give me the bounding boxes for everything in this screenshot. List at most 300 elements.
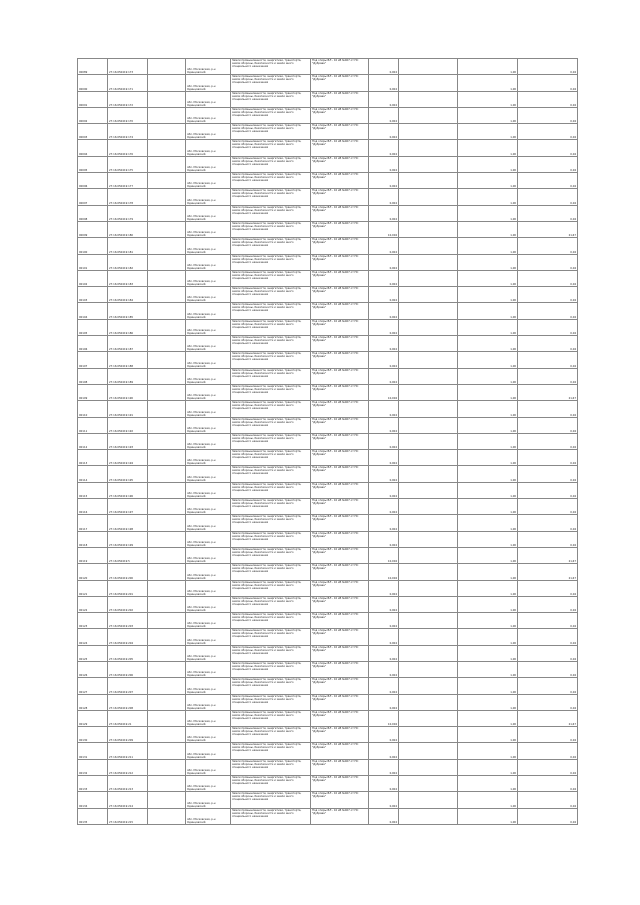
area-cell: 0,004 (369, 727, 399, 743)
row-number-cell: 00125 (78, 645, 108, 661)
amount-cell: 0,04 (518, 352, 578, 368)
address-cell: обл. Московская, р-н Одинцовский (186, 531, 231, 547)
amount-cell: 0,04 (518, 287, 578, 303)
empty-cell (399, 499, 458, 515)
empty-cell (399, 173, 458, 189)
row-number-cell: 00115 (78, 482, 108, 498)
area-cell: 0,004 (369, 189, 399, 205)
address-cell: обл. Московская, р-н Одинцовский (186, 75, 231, 91)
empty-cell (148, 254, 186, 270)
address-cell: обл. Московская, р-н Одинцовский (186, 384, 231, 400)
address-cell: обл. Московская, р-н Одинцовский (186, 107, 231, 123)
land-category-cell: Земли промышленности, энергетики, транспорта, земли обороны, безопасности и земли иного специального назначения (231, 694, 311, 710)
empty-cell (148, 531, 186, 547)
rate-cell: 1,00 (458, 678, 518, 694)
permitted-use-cell: Под опоры ВЛ - 10 кВ №407 от ПС "Дубрава" (311, 417, 369, 433)
address-cell: обл. Московская, р-н Одинцовский (186, 336, 231, 352)
cadastral-number-cell: 27:16:050419:184 (108, 287, 148, 303)
cadastral-number-cell: 27:16:050419:186 (108, 319, 148, 335)
address-cell: обл. Московская, р-н Одинцовский (186, 287, 231, 303)
land-category-cell: Земли промышленности, энергетики, транспорта, земли обороны, безопасности и земли иного специального назначения (231, 515, 311, 531)
empty-cell (399, 531, 458, 547)
rate-cell: 1,00 (458, 173, 518, 189)
area-cell: 0,004 (369, 515, 399, 531)
area-cell: 0,004 (369, 694, 399, 710)
area-cell: 10,004 (369, 384, 399, 400)
address-cell: обл. Московская, р-н Одинцовский (186, 59, 231, 75)
rate-cell: 1,00 (458, 75, 518, 91)
table-row (78, 417, 578, 433)
amount-cell: 0,04 (518, 515, 578, 531)
amount-cell: 0,04 (518, 450, 578, 466)
rate-cell: 1,00 (458, 417, 518, 433)
table-row (78, 173, 578, 189)
area-cell: 0,004 (369, 792, 399, 808)
amount-cell: 0,04 (518, 254, 578, 270)
area-cell: 0,004 (369, 270, 399, 286)
land-category-cell: Земли промышленности, энергетики, транспорта, земли обороны, безопасности и земли иного специального назначения (231, 59, 311, 75)
empty-cell (399, 287, 458, 303)
empty-cell (399, 107, 458, 123)
table-row (78, 776, 578, 792)
permitted-use-cell: Под опоры ВЛ - 10 кВ №407 от ПС "Дубрава" (311, 629, 369, 645)
permitted-use-cell: Под опоры ВЛ - 10 кВ №407 от ПС "Дубрава" (311, 221, 369, 237)
address-cell: обл. Московская, р-н Одинцовский (186, 91, 231, 107)
empty-cell (148, 710, 186, 726)
table-body (78, 59, 578, 825)
permitted-use-cell: Под опоры ВЛ - 10 кВ №407 от ПС "Дубрава" (311, 694, 369, 710)
registry-sheet (77, 58, 577, 825)
address-cell: обл. Московская, р-н Одинцовский (186, 776, 231, 792)
cadastral-number-cell: 27:16:050419:182 (108, 254, 148, 270)
address-cell: обл. Московская, р-н Одинцовский (186, 401, 231, 417)
rate-cell: 1,00 (458, 482, 518, 498)
address-cell: обл. Московская, р-н Одинцовский (186, 792, 231, 808)
empty-cell (148, 515, 186, 531)
rate-cell: 1,00 (458, 808, 518, 824)
row-number-cell: 00119 (78, 547, 108, 563)
permitted-use-cell: Под опоры ВЛ - 10 кВ №407 от ПС "Дубрава" (311, 450, 369, 466)
table-row (78, 384, 578, 400)
land-category-cell: Земли промышленности, энергетики, транспорта, земли обороны, безопасности и земли иного специального назначения (231, 580, 311, 596)
table-row (78, 694, 578, 710)
address-cell: обл. Московская, р-н Одинцовский (186, 580, 231, 596)
empty-cell (148, 613, 186, 629)
table-row (78, 531, 578, 547)
land-category-cell: Земли промышленности, энергетики, транспорта, земли обороны, безопасности и земли иного специального назначения (231, 238, 311, 254)
table-row (78, 596, 578, 612)
empty-cell (399, 547, 458, 563)
row-number-cell: 00112 (78, 433, 108, 449)
area-cell: 0,004 (369, 238, 399, 254)
rate-cell: 1,00 (458, 661, 518, 677)
table-row (78, 450, 578, 466)
empty-cell (399, 124, 458, 140)
row-number-cell: 00089 (78, 59, 108, 75)
address-cell: обл. Московская, р-н Одинцовский (186, 661, 231, 677)
land-category-cell: Земли промышленности, энергетики, транспорта, земли обороны, безопасности и земли иного специального назначения (231, 727, 311, 743)
rate-cell: 1,00 (458, 238, 518, 254)
rate-cell: 1,00 (458, 368, 518, 384)
rate-cell: 1,00 (458, 254, 518, 270)
empty-cell (148, 580, 186, 596)
cadastral-number-cell: 27:16:050419:174 (108, 124, 148, 140)
rate-cell: 1,00 (458, 613, 518, 629)
empty-cell (148, 270, 186, 286)
table-row (78, 482, 578, 498)
empty-cell (399, 743, 458, 759)
permitted-use-cell: Под опоры ВЛ - 10 кВ №407 от ПС "Дубрава" (311, 743, 369, 759)
empty-cell (399, 482, 458, 498)
row-number-cell: 00091 (78, 91, 108, 107)
amount-cell: 0,04 (518, 596, 578, 612)
empty-cell (399, 759, 458, 775)
row-number-cell: 00128 (78, 694, 108, 710)
empty-cell (148, 336, 186, 352)
empty-cell (399, 189, 458, 205)
empty-cell (148, 808, 186, 824)
permitted-use-cell: Под опоры ВЛ - 10 кВ №407 от ПС "Дубрава" (311, 531, 369, 547)
rate-cell: 1,00 (458, 107, 518, 123)
cadastral-number-cell: 27:16:050419:181 (108, 238, 148, 254)
table-row (78, 580, 578, 596)
row-number-cell: 00098 (78, 205, 108, 221)
empty-cell (148, 792, 186, 808)
land-category-cell: Земли промышленности, энергетики, транспорта, земли обороны, безопасности и земли иного специального назначения (231, 759, 311, 775)
area-cell: 0,004 (369, 124, 399, 140)
empty-cell (399, 401, 458, 417)
table-row (78, 205, 578, 221)
permitted-use-cell: Под опоры ВЛ - 10 кВ №407 от ПС "Дубрава" (311, 499, 369, 515)
empty-cell (399, 515, 458, 531)
rate-cell: 1,00 (458, 156, 518, 172)
row-number-cell: 00131 (78, 743, 108, 759)
row-number-cell: 00104 (78, 303, 108, 319)
land-category-cell: Земли промышленности, энергетики, транспорта, земли обороны, безопасности и земли иного специального назначения (231, 792, 311, 808)
amount-cell: 0,04 (518, 336, 578, 352)
land-category-cell: Земли промышленности, энергетики, транспорта, земли обороны, безопасности и земли иного специального назначения (231, 531, 311, 547)
cadastral-number-cell: 27:16:050419:203 (108, 613, 148, 629)
row-number-cell: 00095 (78, 156, 108, 172)
land-category-cell: Земли промышленности, энергетики, транспорта, земли обороны, безопасности и земли иного специального назначения (231, 254, 311, 270)
amount-cell: 0,04 (518, 140, 578, 156)
permitted-use-cell: Под опоры ВЛ - 10 кВ №407 от ПС "Дубрава" (311, 547, 369, 563)
area-cell: 0,004 (369, 645, 399, 661)
table-row (78, 759, 578, 775)
address-cell: обл. Московская, р-н Одинцовский (186, 254, 231, 270)
land-category-cell: Земли промышленности, энергетики, транспорта, земли обороны, безопасности и земли иного специального назначения (231, 450, 311, 466)
land-category-cell: Земли промышленности, энергетики, транспорта, земли обороны, безопасности и земли иного специального назначения (231, 189, 311, 205)
area-cell: 0,004 (369, 140, 399, 156)
empty-cell (148, 91, 186, 107)
table-row (78, 75, 578, 91)
permitted-use-cell: Под опоры ВЛ - 10 кВ №407 от ПС "Дубрава" (311, 336, 369, 352)
permitted-use-cell: Под опоры ВЛ - 10 кВ №407 от ПС "Дубрава" (311, 759, 369, 775)
row-number-cell: 00111 (78, 417, 108, 433)
land-category-cell: Земли промышленности, энергетики, транспорта, земли обороны, безопасности и земли иного специального назначения (231, 710, 311, 726)
address-cell: обл. Московская, р-н Одинцовский (186, 433, 231, 449)
address-cell: обл. Московская, р-н Одинцовский (186, 678, 231, 694)
area-cell: 0,004 (369, 759, 399, 775)
amount-cell: 0,04 (518, 531, 578, 547)
table-row (78, 678, 578, 694)
row-number-cell: 00093 (78, 124, 108, 140)
permitted-use-cell: Под опоры ВЛ - 10 кВ №407 от ПС "Дубрава" (311, 645, 369, 661)
row-number-cell: 00124 (78, 629, 108, 645)
rate-cell: 1,00 (458, 384, 518, 400)
row-number-cell: 00114 (78, 466, 108, 482)
rate-cell: 1,00 (458, 303, 518, 319)
table-row (78, 368, 578, 384)
rate-cell: 1,00 (458, 743, 518, 759)
cadastral-number-cell: 27:16:050419:177 (108, 173, 148, 189)
table-row (78, 238, 578, 254)
cadastral-number-cell: 27:16:050419:208 (108, 694, 148, 710)
cadastral-number-cell: 27:16:050419:21 (108, 710, 148, 726)
amount-cell: 0,04 (518, 401, 578, 417)
area-cell: 0,004 (369, 319, 399, 335)
table-row (78, 564, 578, 580)
cadastral-number-cell: 27:16:050419:190 (108, 384, 148, 400)
address-cell: обл. Московская, р-н Одинцовский (186, 808, 231, 824)
empty-cell (148, 759, 186, 775)
permitted-use-cell: Под опоры ВЛ - 10 кВ №407 от ПС "Дубрава" (311, 319, 369, 335)
row-number-cell: 00092 (78, 107, 108, 123)
table-row (78, 189, 578, 205)
land-category-cell: Земли промышленности, энергетики, транспорта, земли обороны, безопасности и земли иного специального назначения (231, 384, 311, 400)
area-cell: 10,004 (369, 710, 399, 726)
land-category-cell: Земли промышленности, энергетики, транспорта, земли обороны, безопасности и земли иного специального назначения (231, 91, 311, 107)
area-cell: 0,004 (369, 91, 399, 107)
row-number-cell: 00133 (78, 776, 108, 792)
cadastral-number-cell: 27:16:050419:199 (108, 531, 148, 547)
cadastral-number-cell: 27:16:050419:188 (108, 352, 148, 368)
area-cell: 0,004 (369, 743, 399, 759)
address-cell: обл. Московская, р-н Одинцовский (186, 515, 231, 531)
amount-cell: 21,67 (518, 564, 578, 580)
address-cell: обл. Московская, р-н Одинцовский (186, 499, 231, 515)
cadastral-number-cell: 27:16:050419:205 (108, 645, 148, 661)
row-number-cell: 00129 (78, 710, 108, 726)
table-row (78, 303, 578, 319)
permitted-use-cell: Под опоры ВЛ - 10 кВ №407 от ПС "Дубрава" (311, 303, 369, 319)
area-cell: 0,004 (369, 254, 399, 270)
permitted-use-cell: Под опоры ВЛ - 10 кВ №407 от ПС "Дубрава" (311, 270, 369, 286)
address-cell: обл. Московская, р-н Одинцовский (186, 352, 231, 368)
land-category-cell: Земли промышленности, энергетики, транспорта, земли обороны, безопасности и земли иного специального назначения (231, 173, 311, 189)
row-number-cell: 00127 (78, 678, 108, 694)
area-cell: 0,004 (369, 466, 399, 482)
land-category-cell: Земли промышленности, энергетики, транспорта, земли обороны, безопасности и земли иного специального назначения (231, 205, 311, 221)
amount-cell: 0,04 (518, 613, 578, 629)
permitted-use-cell: Под опоры ВЛ - 10 кВ №407 от ПС "Дубрава" (311, 352, 369, 368)
table-row (78, 124, 578, 140)
land-category-cell: Земли промышленности, энергетики, транспорта, земли обороны, безопасности и земли иного специального назначения (231, 417, 311, 433)
permitted-use-cell: Под опоры ВЛ - 10 кВ №407 от ПС "Дубрава" (311, 515, 369, 531)
cadastral-number-cell: 27:16:050419:207 (108, 678, 148, 694)
row-number-cell: 00126 (78, 661, 108, 677)
address-cell: обл. Московская, р-н Одинцовский (186, 629, 231, 645)
empty-cell (399, 75, 458, 91)
cadastral-number-cell: 27:16:050419:196 (108, 482, 148, 498)
rate-cell: 1,00 (458, 564, 518, 580)
row-number-cell: 00113 (78, 450, 108, 466)
empty-cell (148, 352, 186, 368)
area-cell: 0,004 (369, 156, 399, 172)
land-category-cell: Земли промышленности, энергетики, транспорта, земли обороны, безопасности и земли иного специального назначения (231, 287, 311, 303)
row-number-cell: 00096 (78, 173, 108, 189)
empty-cell (148, 727, 186, 743)
cadastral-number-cell: 27:16:050419:176 (108, 140, 148, 156)
address-cell: обл. Московская, р-н Одинцовский (186, 303, 231, 319)
rate-cell: 1,00 (458, 596, 518, 612)
table-row (78, 287, 578, 303)
table-row (78, 336, 578, 352)
address-cell: обл. Московская, р-н Одинцовский (186, 205, 231, 221)
address-cell: обл. Московская, р-н Одинцовский (186, 613, 231, 629)
area-cell: 0,004 (369, 661, 399, 677)
land-category-cell: Земли промышленности, энергетики, транспорта, земли обороны, безопасности и земли иного специального назначения (231, 221, 311, 237)
amount-cell: 0,04 (518, 433, 578, 449)
amount-cell: 0,04 (518, 303, 578, 319)
rate-cell: 1,00 (458, 336, 518, 352)
row-number-cell: 00090 (78, 75, 108, 91)
cadastral-number-cell: 27:16:050419:5 (108, 547, 148, 563)
row-number-cell: 00110 (78, 401, 108, 417)
rate-cell: 1,00 (458, 515, 518, 531)
land-category-cell: Земли промышленности, энергетики, транспорта, земли обороны, безопасности и земли иного специального назначения (231, 596, 311, 612)
row-number-cell: 00116 (78, 499, 108, 515)
empty-cell (399, 613, 458, 629)
cadastral-number-cell: 27:16:050419:183 (108, 270, 148, 286)
area-cell: 0,004 (369, 352, 399, 368)
amount-cell: 0,04 (518, 678, 578, 694)
empty-cell (399, 254, 458, 270)
land-category-cell: Земли промышленности, энергетики, транспорта, земли обороны, безопасности и земли иного специального назначения (231, 743, 311, 759)
area-cell: 0,004 (369, 287, 399, 303)
permitted-use-cell: Под опоры ВЛ - 10 кВ №407 от ПС "Дубрава" (311, 466, 369, 482)
cadastral-number-cell: 27:16:050419:206 (108, 661, 148, 677)
empty-cell (148, 629, 186, 645)
area-cell: 0,004 (369, 499, 399, 515)
permitted-use-cell: Под опоры ВЛ - 10 кВ №407 от ПС "Дубрава" (311, 580, 369, 596)
permitted-use-cell: Под опоры ВЛ - 10 кВ №407 от ПС "Дубрава" (311, 482, 369, 498)
row-number-cell: 00099 (78, 221, 108, 237)
amount-cell: 0,04 (518, 759, 578, 775)
land-category-cell: Земли промышленности, энергетики, транспорта, земли обороны, безопасности и земли иного специального назначения (231, 156, 311, 172)
permitted-use-cell: Под опоры ВЛ - 10 кВ №407 от ПС "Дубрава" (311, 776, 369, 792)
rate-cell: 1,00 (458, 792, 518, 808)
cadastral-number-cell: 27:16:050419:194 (108, 450, 148, 466)
empty-cell (399, 156, 458, 172)
area-cell: 0,004 (369, 580, 399, 596)
table-row (78, 808, 578, 824)
amount-cell: 0,04 (518, 466, 578, 482)
empty-cell (399, 303, 458, 319)
address-cell: обл. Московская, р-н Одинцовский (186, 140, 231, 156)
empty-cell (148, 75, 186, 91)
empty-cell (148, 189, 186, 205)
amount-cell: 0,04 (518, 808, 578, 824)
empty-cell (399, 645, 458, 661)
cadastral-number-cell: 27:16:050419:195 (108, 466, 148, 482)
table-row (78, 401, 578, 417)
cadastral-number-cell: 27:16:050419:187 (108, 336, 148, 352)
address-cell: обл. Московская, р-н Одинцовский (186, 547, 231, 563)
area-cell: 0,004 (369, 433, 399, 449)
land-category-cell: Земли промышленности, энергетики, транспорта, земли обороны, безопасности и земли иного специального назначения (231, 482, 311, 498)
amount-cell: 0,04 (518, 319, 578, 335)
row-number-cell: 00107 (78, 352, 108, 368)
area-cell: 0,004 (369, 336, 399, 352)
table-row (78, 792, 578, 808)
cadastral-number-cell: 27:16:050419:171 (108, 75, 148, 91)
table-row (78, 710, 578, 726)
permitted-use-cell: Под опоры ВЛ - 10 кВ №407 от ПС "Дубрава" (311, 189, 369, 205)
land-category-cell: Земли промышленности, энергетики, транспорта, земли обороны, безопасности и земли иного специального назначения (231, 75, 311, 91)
empty-cell (148, 450, 186, 466)
amount-cell: 0,04 (518, 107, 578, 123)
rate-cell: 1,00 (458, 270, 518, 286)
cadastral-number-cell: 27:16:050419:215 (108, 808, 148, 824)
empty-cell (399, 596, 458, 612)
land-category-cell: Земли промышленности, энергетики, транспорта, земли обороны, безопасности и земли иного специального назначения (231, 303, 311, 319)
empty-cell (148, 596, 186, 612)
address-cell: обл. Московская, р-н Одинцовский (186, 482, 231, 498)
area-cell: 0,004 (369, 173, 399, 189)
address-cell: обл. Московская, р-н Одинцовский (186, 173, 231, 189)
table-row (78, 319, 578, 335)
row-number-cell: 00123 (78, 613, 108, 629)
land-category-cell: Земли промышленности, энергетики, транспорта, земли обороны, безопасности и земли иного специального назначения (231, 352, 311, 368)
table-row (78, 140, 578, 156)
area-cell: 0,004 (369, 613, 399, 629)
row-number-cell: 00106 (78, 336, 108, 352)
row-number-cell: 00117 (78, 515, 108, 531)
area-cell: 10,004 (369, 221, 399, 237)
rate-cell: 1,00 (458, 466, 518, 482)
cadastral-number-cell: 27:16:050419:192 (108, 417, 148, 433)
empty-cell (148, 564, 186, 580)
amount-cell: 0,04 (518, 156, 578, 172)
rate-cell: 1,00 (458, 776, 518, 792)
amount-cell: 0,04 (518, 743, 578, 759)
amount-cell: 0,04 (518, 189, 578, 205)
rate-cell: 1,00 (458, 205, 518, 221)
table-row (78, 629, 578, 645)
rate-cell: 1,00 (458, 124, 518, 140)
cadastral-number-cell: 27:16:050419:175 (108, 156, 148, 172)
address-cell: обл. Московская, р-н Одинцовский (186, 727, 231, 743)
permitted-use-cell: Под опоры ВЛ - 10 кВ №407 от ПС "Дубрава" (311, 368, 369, 384)
address-cell: обл. Московская, р-н Одинцовский (186, 368, 231, 384)
empty-cell (399, 466, 458, 482)
empty-cell (148, 499, 186, 515)
rate-cell: 1,00 (458, 352, 518, 368)
table-row (78, 515, 578, 531)
table-row (78, 727, 578, 743)
empty-cell (399, 710, 458, 726)
table-row (78, 221, 578, 237)
empty-cell (399, 221, 458, 237)
address-cell: обл. Московская, р-н Одинцовский (186, 645, 231, 661)
rate-cell: 1,00 (458, 287, 518, 303)
cadastral-number-cell: 27:16:050419:211 (108, 743, 148, 759)
cadastral-number-cell: 27:16:050419:185 (108, 303, 148, 319)
row-number-cell: 00102 (78, 270, 108, 286)
permitted-use-cell: Под опоры ВЛ - 10 кВ №407 от ПС "Дубрава" (311, 238, 369, 254)
row-number-cell: 00101 (78, 254, 108, 270)
